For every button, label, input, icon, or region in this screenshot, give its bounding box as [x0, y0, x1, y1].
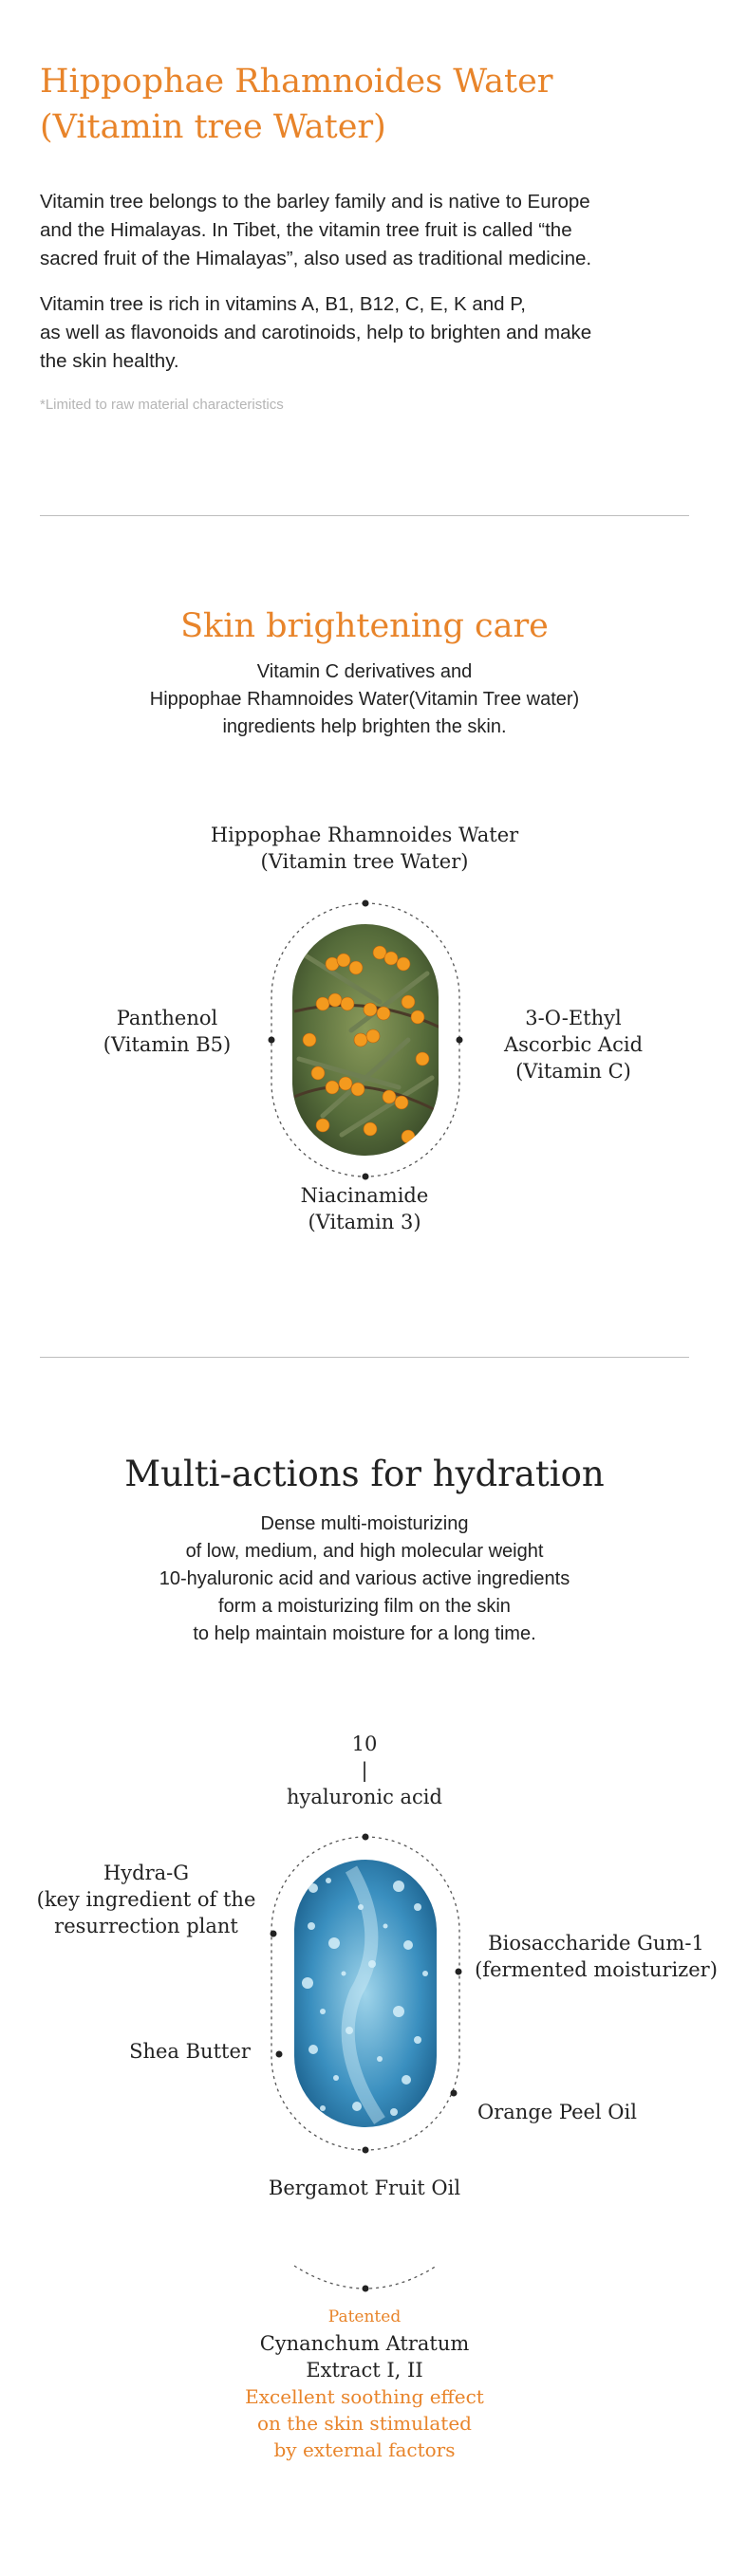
patented-arc [289, 2260, 442, 2302]
text-line: | [361, 1759, 368, 1782]
vitamin-tree-diagram [266, 898, 465, 1182]
text-line: (Vitamin B5) [103, 1033, 232, 1056]
text-line: the skin healthy. [40, 350, 179, 372]
text-line: (Vitamin C) [515, 1060, 631, 1083]
text-line: form a moisturizing film on the skin [218, 1596, 511, 1617]
text-line: resurrection plant [54, 1915, 238, 1937]
section-title-skin-brightening: Skin brightening care [180, 607, 549, 645]
text-line: as well as flavonoids and carotinoids, help to brighten and make [40, 322, 592, 343]
diagram-label-top [175, 822, 554, 875]
brightening-description [0, 658, 729, 741]
footnote: *Limited to raw material characteristics [40, 397, 284, 413]
intro-paragraph-1 [40, 188, 695, 273]
text-line: and the Himalayas. In Tibet, the vitamin tree fruit is called “the [40, 219, 572, 241]
arc-dot [363, 2286, 369, 2292]
orbit-dot-bottom [363, 1174, 369, 1180]
hyaluronic-bubbles-photo [294, 1860, 437, 2127]
diagram-label-right [488, 1005, 659, 1084]
text-line: Vitamin C derivatives and [256, 661, 473, 682]
intro-paragraph-2 [40, 290, 695, 376]
text-line: Hippophae Rhamnoides Water [210, 824, 519, 846]
title-line-1: Hippophae Rhamnoides Water [40, 63, 553, 101]
hydration-label-orange-peel-oil: Orange Peel Oil [477, 2101, 637, 2123]
patented-ingredient-name [0, 2330, 729, 2383]
text-line: 10 [351, 1733, 378, 1755]
hydration-label-top [222, 1731, 507, 1810]
hydration-description [0, 1510, 729, 1648]
dashed-arc [294, 2266, 437, 2289]
orbit-dot-left-bottom [276, 2051, 283, 2058]
orbit-dot-top [363, 900, 369, 907]
text-line: (fermented moisturizer) [475, 1958, 718, 1981]
text-line: hyaluronic acid [287, 1786, 442, 1808]
text-line: Niacinamide [300, 1184, 429, 1207]
text-line: to help maintain moisture for a long time. [193, 1623, 536, 1644]
text-line: on the skin stimulated [257, 2412, 472, 2435]
section-title-vitamin-tree-water [40, 59, 695, 150]
text-line: Vitamin tree is rich in vitamins A, B1, B12, C, E, K and P, [40, 293, 526, 315]
orbit-dot-right [457, 1037, 463, 1044]
patented-benefit [0, 2383, 729, 2463]
title-line-2: (Vitamin tree Water) [40, 108, 386, 146]
text-line: Hydra-G [103, 1862, 190, 1884]
orbit-dot-left-top [271, 1931, 277, 1937]
text-line: 10-hyaluronic acid and various active ingredients [159, 1568, 570, 1589]
text-line: 3-O-Ethyl [525, 1007, 622, 1029]
orbit-dot-bottom [363, 2147, 369, 2154]
sea-buckthorn-photo [292, 924, 446, 1156]
text-line: by external factors [273, 2438, 456, 2461]
patented-tag: Patented [327, 2307, 402, 2326]
orbit-dot-right-bottom [451, 2090, 458, 2097]
text-line: (Vitamin tree Water) [260, 850, 469, 873]
text-line: Excellent soothing effect [245, 2385, 484, 2408]
hydration-label-hydra-g [28, 1860, 264, 1939]
orbit-dot-top [363, 1834, 369, 1841]
text-line: ingredients help brighten the skin. [222, 716, 507, 737]
orbit-dot-right-top [456, 1969, 462, 1975]
diagram-label-bottom [222, 1182, 507, 1235]
text-line: Panthenol [116, 1007, 218, 1029]
orbit-dot-left [269, 1037, 275, 1044]
text-line: sacred fruit of the Himalayas”, also used as traditional medicine. [40, 248, 592, 269]
text-line: Ascorbic Acid [503, 1033, 644, 1056]
text-line: Dense multi-moisturizing [260, 1513, 469, 1534]
hydration-label-bergamot: Bergamot Fruit Oil [268, 2177, 461, 2199]
section-divider [40, 515, 689, 516]
text-line: Cynanchum Atratum [259, 2332, 470, 2355]
text-line: (key ingredient of the [36, 1888, 256, 1911]
hydration-label-biosaccharide [471, 1930, 721, 1983]
hydration-diagram [266, 1831, 465, 2156]
text-line: Biosaccharide Gum-1 [488, 1932, 704, 1955]
text-line: (Vitamin 3) [308, 1211, 421, 1233]
section-title-hydration: Multi-actions for hydration [124, 1454, 605, 1494]
text-line: of low, medium, and high molecular weight [185, 1541, 544, 1562]
section-divider [40, 1357, 689, 1358]
hydration-label-shea-butter: Shea Butter [129, 2040, 251, 2063]
text-line: Vitamin tree belongs to the barley family and is native to Europe [40, 191, 590, 213]
diagram-label-left [82, 1005, 252, 1058]
text-line: Hippophae Rhamnoides Water(Vitamin Tree water) [149, 689, 580, 710]
text-line: Extract I, II [306, 2359, 423, 2381]
